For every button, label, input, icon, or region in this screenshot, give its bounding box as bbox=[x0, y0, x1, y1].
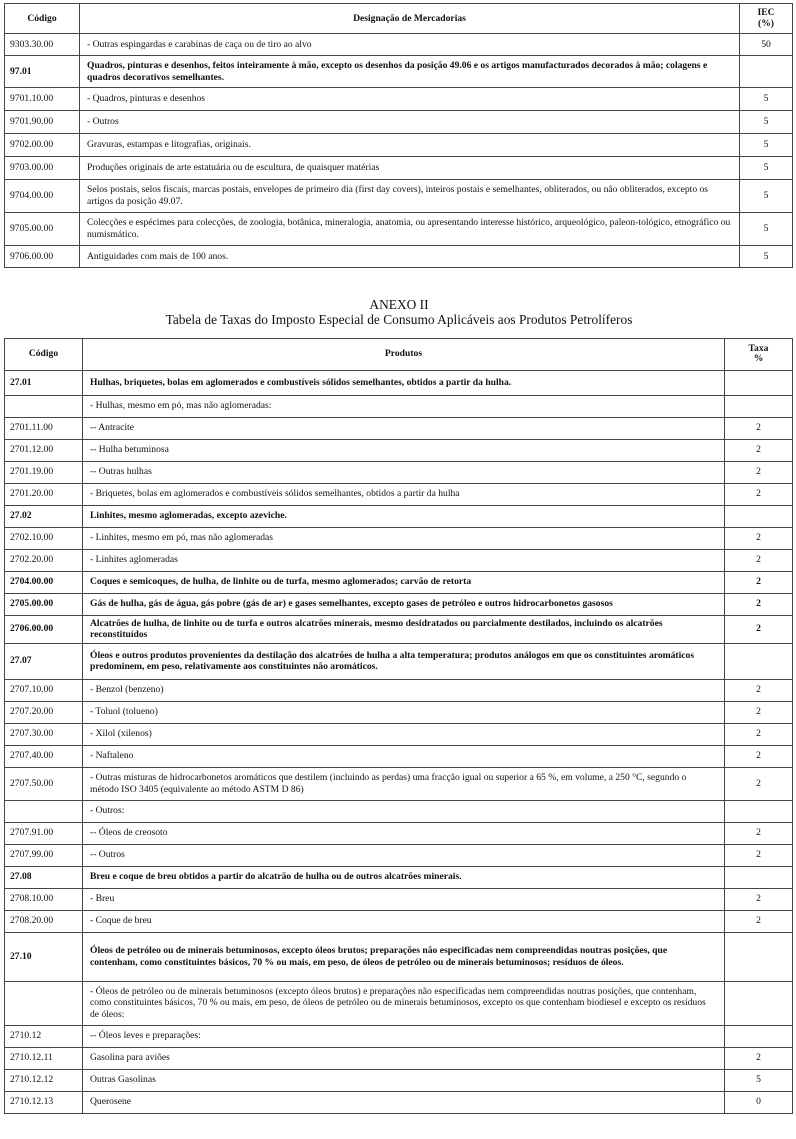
description-cell: Quadros, pinturas e desenhos, feitos inteiramente à mão, excepto os desenhos da posição 49.06 e os artigos manufacturados decorados à mão; colagens e quadros decorativos semelhantes. bbox=[80, 56, 740, 88]
code-cell: 2707.40.00 bbox=[5, 745, 83, 767]
table-row bbox=[5, 370, 793, 395]
description-cell: - Xilol (xilenos) bbox=[83, 723, 725, 745]
header-products: Produtos bbox=[83, 338, 725, 370]
petroleum-tax-table bbox=[4, 338, 793, 1114]
rate-cell: 2 bbox=[725, 593, 793, 615]
description-cell: - Naftaleno bbox=[83, 745, 725, 767]
code-cell: 2710.12.12 bbox=[5, 1069, 83, 1091]
table-row bbox=[5, 745, 793, 767]
table-row bbox=[5, 723, 793, 745]
code-cell: 9703.00.00 bbox=[5, 157, 80, 180]
rate-cell: 5 bbox=[740, 180, 793, 213]
rate-cell: 2 bbox=[725, 910, 793, 932]
rate-cell: 2 bbox=[725, 723, 793, 745]
table-row bbox=[5, 643, 793, 679]
description-cell: Óleos e outros produtos provenientes da destilação dos alcatrões de hulha a alta temperatura; produtos análogos em que os constituintes aromáticos predominem, em peso, relativamente aos constituintes não aromáticos. bbox=[83, 643, 725, 679]
rate-cell: 5 bbox=[740, 111, 793, 134]
code-cell: 9701.10.00 bbox=[5, 88, 80, 111]
code-cell: 27.01 bbox=[5, 370, 83, 395]
code-cell: 2708.10.00 bbox=[5, 888, 83, 910]
description-cell: - Outros: bbox=[83, 800, 725, 822]
table-row bbox=[5, 844, 793, 866]
description-cell: Produções originais de arte estatuária ou de escultura, de quaisquer matérias bbox=[80, 157, 740, 180]
table-row bbox=[5, 417, 793, 439]
rate-cell: 2 bbox=[725, 461, 793, 483]
code-cell: 27.07 bbox=[5, 643, 83, 679]
table-row bbox=[5, 439, 793, 461]
description-cell: Alcatrões de hulha, de linhite ou de turfa e outros alcatrões minerais, mesmo desidratados ou parcialmente destilados, incluindo os alcatrões reconstituídos bbox=[83, 615, 725, 643]
description-cell: - Toluol (tolueno) bbox=[83, 701, 725, 723]
code-cell: 2707.91.00 bbox=[5, 822, 83, 844]
table-row bbox=[5, 111, 793, 134]
description-cell: Selos postais, selos fiscais, marcas postais, envelopes de primeiro dia (first day covers), inteiros postais e semelhantes, obliterados, ou não obliterados, excepto os artigos da posição 49.07. bbox=[80, 180, 740, 213]
rate-cell bbox=[740, 56, 793, 88]
code-cell: 9706.00.00 bbox=[5, 246, 80, 268]
rate-cell: 5 bbox=[725, 1069, 793, 1091]
table-row bbox=[5, 615, 793, 643]
code-cell: 2702.10.00 bbox=[5, 527, 83, 549]
rate-cell bbox=[725, 370, 793, 395]
rate-cell bbox=[725, 643, 793, 679]
table-row bbox=[5, 213, 793, 246]
table-row bbox=[5, 701, 793, 723]
table-row bbox=[5, 34, 793, 56]
table-row bbox=[5, 800, 793, 822]
code-cell: 2710.12.13 bbox=[5, 1091, 83, 1113]
table-row bbox=[5, 483, 793, 505]
table-row bbox=[5, 888, 793, 910]
description-cell: Gravuras, estampas e litografias, originais. bbox=[80, 134, 740, 157]
description-cell: - Outros bbox=[80, 111, 740, 134]
code-cell: 2701.19.00 bbox=[5, 461, 83, 483]
rate-cell: 2 bbox=[725, 439, 793, 461]
table-row bbox=[5, 1069, 793, 1091]
annex-heading bbox=[4, 297, 794, 328]
rate-cell: 50 bbox=[740, 34, 793, 56]
goods-table bbox=[4, 3, 793, 268]
rate-cell: 2 bbox=[725, 483, 793, 505]
rate-cell: 2 bbox=[725, 745, 793, 767]
table-row bbox=[5, 1025, 793, 1047]
description-cell: Hulhas, briquetes, bolas em aglomerados e combustíveis sólidos semelhantes, obtidos a partir da hulha. bbox=[83, 370, 725, 395]
code-cell: 2706.00.00 bbox=[5, 615, 83, 643]
annex-title: Tabela de Taxas do Imposto Especial de Consumo Aplicáveis aos Produtos Petrolíferos bbox=[165, 312, 633, 328]
code-cell: 2705.00.00 bbox=[5, 593, 83, 615]
rate-cell: 5 bbox=[740, 88, 793, 111]
table-row bbox=[5, 461, 793, 483]
rate-cell bbox=[725, 1025, 793, 1047]
header-designation: Designação de Mercadorias bbox=[80, 4, 740, 34]
table-row bbox=[5, 56, 793, 88]
code-cell: 27.02 bbox=[5, 505, 83, 527]
code-cell: 2707.99.00 bbox=[5, 844, 83, 866]
table-row bbox=[5, 1047, 793, 1069]
code-cell: 27.10 bbox=[5, 932, 83, 981]
description-cell: Óleos de petróleo ou de minerais betuminosos, excepto óleos brutos; preparações não especificadas nem compreendidas noutras posições, que contenham, como constituintes básicos, 70 % ou mais, em peso, de óleos de petróleo ou de minerais betuminosos; resíduos de óleos. bbox=[83, 932, 725, 981]
table-row bbox=[5, 822, 793, 844]
code-cell: 9704.00.00 bbox=[5, 180, 80, 213]
description-cell: - Hulhas, mesmo em pó, mas não aglomeradas: bbox=[83, 395, 725, 417]
rate-cell bbox=[725, 932, 793, 981]
description-cell: Colecções e espécimes para colecções, de zoologia, botânica, mineralogia, anatomia, ou apresentando interesse histórico, arqueológico, paleon-tológico, etnográfico ou numismático. bbox=[80, 213, 740, 246]
rate-cell: 2 bbox=[725, 571, 793, 593]
table-row bbox=[5, 134, 793, 157]
description-cell: -- Antracite bbox=[83, 417, 725, 439]
description-cell: - Outras misturas de hidrocarbonetos aromáticos que destilem (incluindo as perdas) uma fracção igual ou superior a 65 %, em volume, a 250 °C, segundo o método ISO 3405 (equivalente ao método ASTM D 86) bbox=[83, 767, 725, 800]
header-rate: IEC (%) bbox=[740, 4, 793, 34]
description-cell: Breu e coque de breu obtidos a partir do alcatrão de hulha ou de outros alcatrões minerais. bbox=[83, 866, 725, 888]
table-row bbox=[5, 505, 793, 527]
description-cell: - Benzol (benzeno) bbox=[83, 679, 725, 701]
table-row bbox=[5, 88, 793, 111]
description-cell: Linhites, mesmo aglomeradas, excepto azeviche. bbox=[83, 505, 725, 527]
code-cell: 2710.12.11 bbox=[5, 1047, 83, 1069]
table-row bbox=[5, 527, 793, 549]
description-cell: -- Óleos de creosoto bbox=[83, 822, 725, 844]
code-cell: 9701.90.00 bbox=[5, 111, 80, 134]
description-cell: - Linhites, mesmo em pó, mas não aglomeradas bbox=[83, 527, 725, 549]
code-cell: 2707.10.00 bbox=[5, 679, 83, 701]
rate-cell: 2 bbox=[725, 844, 793, 866]
rate-cell: 2 bbox=[725, 549, 793, 571]
table-row bbox=[5, 180, 793, 213]
code-cell bbox=[5, 800, 83, 822]
code-cell: 2707.50.00 bbox=[5, 767, 83, 800]
code-cell: 9303.30.00 bbox=[5, 34, 80, 56]
code-cell: 2710.12 bbox=[5, 1025, 83, 1047]
rate-cell: 2 bbox=[725, 527, 793, 549]
table-header-row bbox=[5, 4, 793, 34]
rate-cell: 2 bbox=[725, 822, 793, 844]
table-row bbox=[5, 679, 793, 701]
rate-cell bbox=[725, 800, 793, 822]
code-cell: 2704.00.00 bbox=[5, 571, 83, 593]
description-cell: -- Hulha betuminosa bbox=[83, 439, 725, 461]
description-cell: - Óleos de petróleo ou de minerais betuminosos (excepto óleos brutos) e preparações não especificadas nem compreendidas noutras posições, que contenham, como constituintes básicos, 70 % ou mais, em peso, de óleos de petróleo ou de minerais betuminosos, excepto os que contenham biodiesel e excepto os resíduos de óleos: bbox=[83, 981, 725, 1025]
table-row bbox=[5, 549, 793, 571]
rate-cell: 0 bbox=[725, 1091, 793, 1113]
rate-cell: 2 bbox=[725, 888, 793, 910]
code-cell: 9702.00.00 bbox=[5, 134, 80, 157]
rate-cell: 5 bbox=[740, 246, 793, 268]
description-cell: Gasolina para aviões bbox=[83, 1047, 725, 1069]
code-cell: 2708.20.00 bbox=[5, 910, 83, 932]
table-row bbox=[5, 981, 793, 1025]
code-cell bbox=[5, 981, 83, 1025]
code-cell: 2707.30.00 bbox=[5, 723, 83, 745]
code-cell: 2701.20.00 bbox=[5, 483, 83, 505]
code-cell: 2701.12.00 bbox=[5, 439, 83, 461]
table-row bbox=[5, 866, 793, 888]
description-cell: - Quadros, pinturas e desenhos bbox=[80, 88, 740, 111]
rate-cell bbox=[725, 505, 793, 527]
rate-cell: 5 bbox=[740, 134, 793, 157]
rate-cell: 2 bbox=[725, 701, 793, 723]
description-cell: -- Outras hulhas bbox=[83, 461, 725, 483]
code-cell: 2702.20.00 bbox=[5, 549, 83, 571]
rate-cell bbox=[725, 866, 793, 888]
rate-cell: 5 bbox=[740, 157, 793, 180]
code-cell: 27.08 bbox=[5, 866, 83, 888]
rate-cell: 2 bbox=[725, 1047, 793, 1069]
rate-cell: 2 bbox=[725, 615, 793, 643]
rate-cell: 5 bbox=[740, 213, 793, 246]
description-cell: Coques e semicoques, de hulha, de linhite ou de turfa, mesmo aglomerados; carvão de retorta bbox=[83, 571, 725, 593]
header-rate: Taxa % bbox=[725, 338, 793, 370]
description-cell: - Coque de breu bbox=[83, 910, 725, 932]
code-cell: 2701.11.00 bbox=[5, 417, 83, 439]
description-cell: - Linhites aglomeradas bbox=[83, 549, 725, 571]
code-cell bbox=[5, 395, 83, 417]
rate-cell: 2 bbox=[725, 767, 793, 800]
table-row bbox=[5, 1091, 793, 1113]
description-cell: -- Óleos leves e preparações: bbox=[83, 1025, 725, 1047]
rate-cell bbox=[725, 395, 793, 417]
table-row bbox=[5, 932, 793, 981]
annex-number: ANEXO II bbox=[369, 297, 429, 312]
description-cell: - Breu bbox=[83, 888, 725, 910]
description-cell: Querosene bbox=[83, 1091, 725, 1113]
rate-cell: 2 bbox=[725, 417, 793, 439]
description-cell: Gás de hulha, gás de água, gás pobre (gás de ar) e gases semelhantes, excepto gases de petróleo e outros hidrocarbonetos gasosos bbox=[83, 593, 725, 615]
description-cell: - Briquetes, bolas em aglomerados e combustíveis sólidos semelhantes, obtidos a partir da hulha bbox=[83, 483, 725, 505]
header-code: Código bbox=[5, 338, 83, 370]
table-row bbox=[5, 571, 793, 593]
table-row bbox=[5, 395, 793, 417]
description-cell: Antiguidades com mais de 100 anos. bbox=[80, 246, 740, 268]
table-header-row bbox=[5, 338, 793, 370]
code-cell: 2707.20.00 bbox=[5, 701, 83, 723]
rate-cell bbox=[725, 981, 793, 1025]
rate-cell: 2 bbox=[725, 679, 793, 701]
table-row bbox=[5, 767, 793, 800]
table-row bbox=[5, 246, 793, 268]
description-cell: - Outras espingardas e carabinas de caça ou de tiro ao alvo bbox=[80, 34, 740, 56]
description-cell: -- Outros bbox=[83, 844, 725, 866]
table-row bbox=[5, 910, 793, 932]
description-cell: Outras Gasolinas bbox=[83, 1069, 725, 1091]
code-cell: 9705.00.00 bbox=[5, 213, 80, 246]
table-row bbox=[5, 157, 793, 180]
table-row bbox=[5, 593, 793, 615]
code-cell: 97.01 bbox=[5, 56, 80, 88]
header-code: Código bbox=[5, 4, 80, 34]
